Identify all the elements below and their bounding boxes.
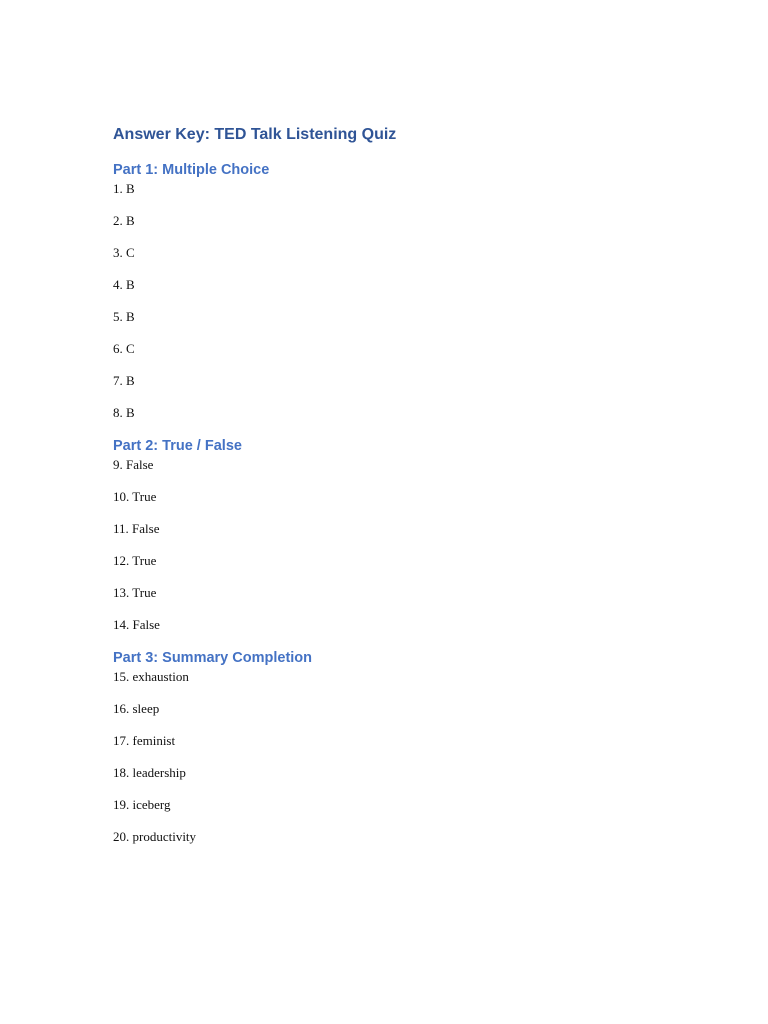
list-item: 7. B — [113, 373, 135, 388]
list-item: 2. B — [113, 213, 135, 228]
page-title: Answer Key: TED Talk Listening Quiz — [113, 126, 397, 143]
answer-list — [113, 457, 673, 637]
section-heading: Part 1: Multiple Choice — [113, 162, 270, 178]
list-item: 3. C — [113, 245, 135, 260]
list-item: 20. productivity — [113, 829, 197, 844]
section-heading: Part 2: True / False — [113, 438, 242, 454]
list-item: 13. True — [113, 585, 157, 600]
list-item: 18. leadership — [113, 765, 186, 780]
list-item: 4. B — [113, 277, 135, 292]
list-item: 14. False — [113, 617, 160, 632]
list-item: 17. feminist — [113, 733, 176, 748]
list-item: 12. True — [113, 553, 157, 568]
answer-list — [113, 181, 673, 425]
list-item: 8. B — [113, 405, 135, 420]
list-item: 1. B — [113, 181, 135, 196]
list-item: 9. False — [113, 457, 154, 472]
answer-list — [113, 669, 673, 849]
section-summary-completion — [113, 647, 673, 849]
list-item: 15. exhaustion — [113, 669, 189, 684]
list-item: 19. iceberg — [113, 797, 171, 812]
list-item: 5. B — [113, 309, 135, 324]
list-item: 11. False — [113, 521, 160, 536]
list-item: 16. sleep — [113, 701, 160, 716]
document-page — [113, 122, 673, 849]
section-heading: Part 3: Summary Completion — [113, 650, 313, 666]
list-item: 6. C — [113, 341, 135, 356]
section-true-false — [113, 435, 673, 637]
section-multiple-choice — [113, 159, 673, 425]
list-item: 10. True — [113, 489, 157, 504]
